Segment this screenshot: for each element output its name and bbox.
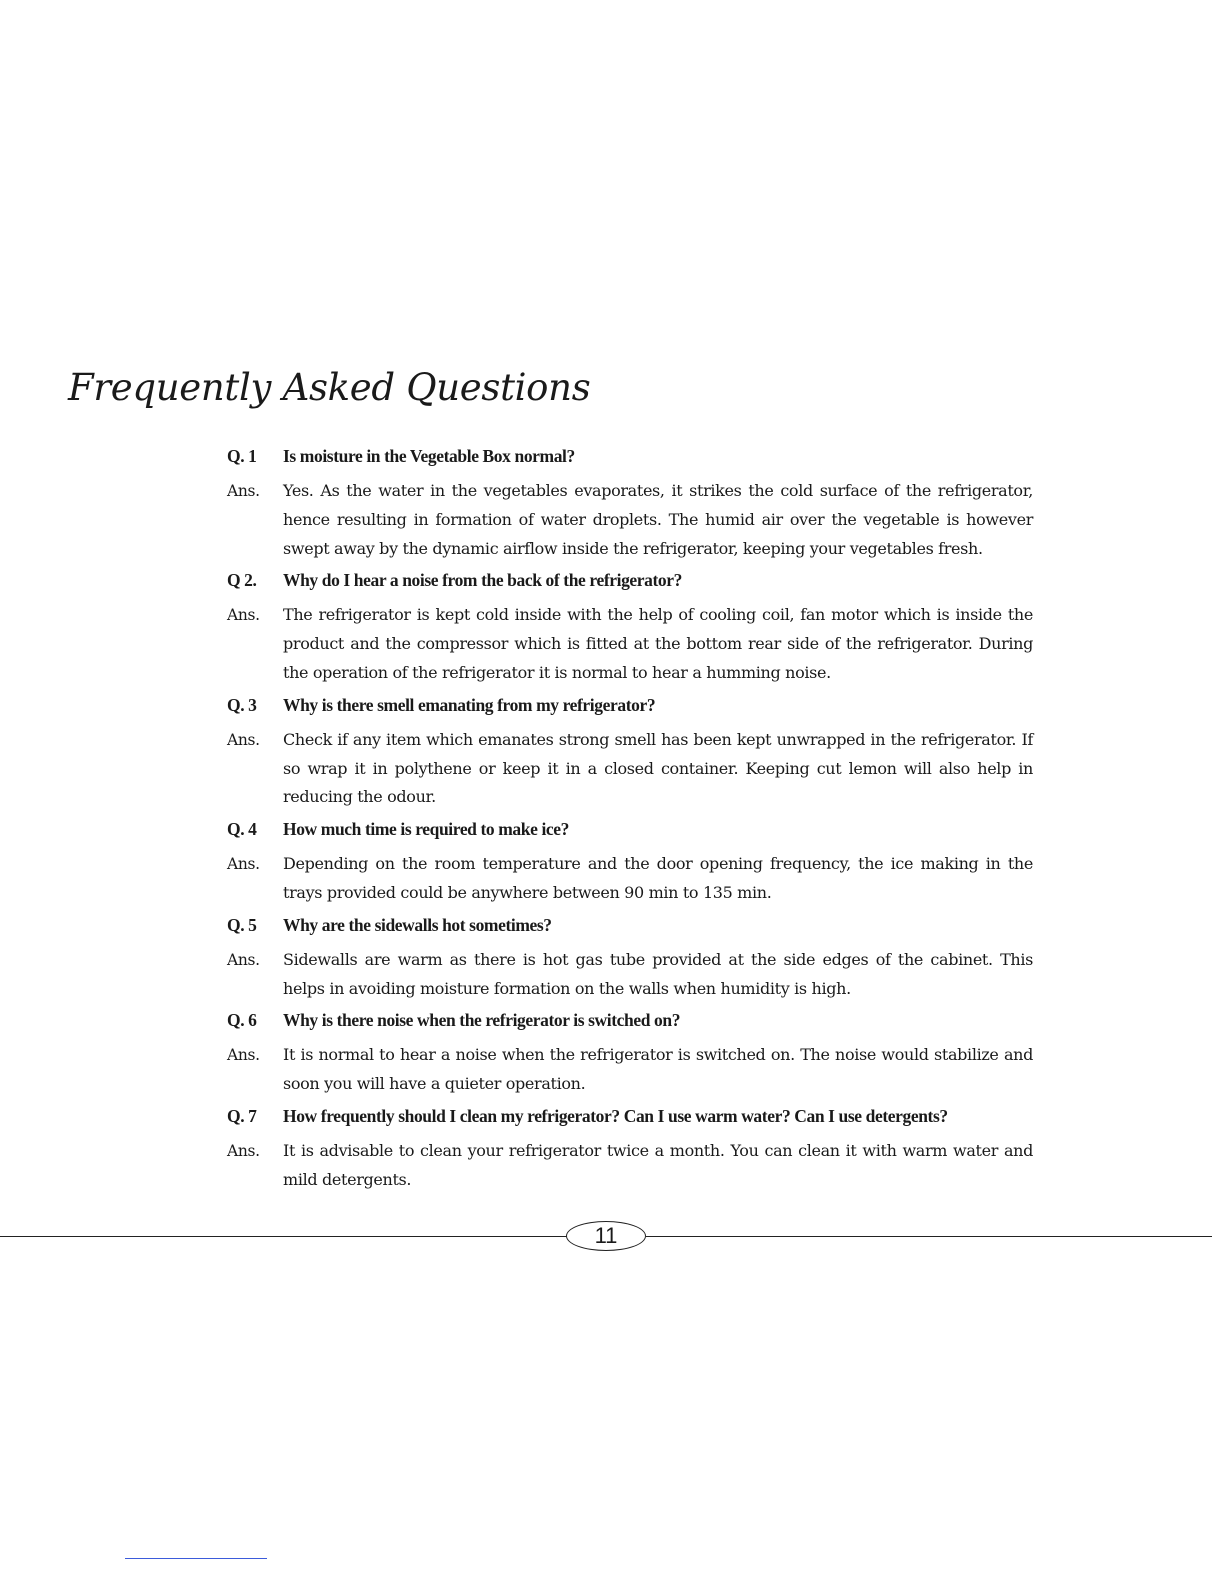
question-label: Q 2. bbox=[227, 570, 257, 591]
question-label: Q. 7 bbox=[227, 1105, 257, 1126]
answer-row bbox=[227, 477, 1033, 563]
question-text: Why is there noise when the refrigerator is switched on? bbox=[283, 1010, 681, 1031]
answer-text: Yes. As the water in the vegetables evaporates, it strikes the cold surface of the refrigerator, hence resulting in formation of water droplets. The humid air over the vegetable is however swept away by the dynamic airflow inside the refrigerator, keeping your vegetables fresh. bbox=[283, 481, 1033, 558]
question-label: Q. 6 bbox=[227, 1010, 257, 1031]
question-row bbox=[227, 1008, 1033, 1033]
answer-label: Ans. bbox=[227, 855, 260, 874]
question-label: Q. 1 bbox=[227, 446, 257, 466]
faq-item bbox=[227, 693, 1033, 812]
answer-label: Ans. bbox=[227, 730, 260, 749]
footer-rule-right bbox=[646, 1236, 1212, 1237]
question-row bbox=[227, 817, 1033, 842]
answer-row bbox=[227, 601, 1033, 687]
question-label: Q. 4 bbox=[227, 819, 257, 840]
answer-label: Ans. bbox=[227, 606, 260, 625]
answer-label: Ans. bbox=[227, 1141, 260, 1160]
question-row bbox=[227, 1104, 1033, 1129]
answer-text: Sidewalls are warm as there is hot gas tube provided at the side edges of the cabinet. This helps in avoiding moisture formation on the walls when humidity is high. bbox=[283, 949, 1033, 998]
answer-text: It is advisable to clean your refrigerator twice a month. You can clean it with warm water and mild detergents. bbox=[283, 1140, 1033, 1189]
answer-label: Ans. bbox=[227, 1046, 260, 1065]
question-text: Is moisture in the Vegetable Box normal? bbox=[283, 446, 575, 466]
answer-text: Depending on the room temperature and the door opening frequency, the ice making in the trays provided could be anywhere between 90 min to 135 min. bbox=[283, 854, 1033, 902]
footer-rule-left bbox=[0, 1236, 568, 1237]
question-text: How much time is required to make ice? bbox=[283, 819, 569, 840]
question-row bbox=[227, 444, 1033, 469]
page-number: 11 bbox=[566, 1221, 646, 1251]
question-row bbox=[227, 913, 1033, 938]
question-text: Why do I hear a noise from the back of the refrigerator? bbox=[283, 570, 683, 591]
question-row bbox=[227, 693, 1033, 718]
answer-text: It is normal to hear a noise when the refrigerator is switched on. The noise would stabilize and soon you will have a quieter operation. bbox=[283, 1045, 1033, 1094]
question-row bbox=[227, 568, 1033, 593]
faq-item bbox=[227, 1008, 1033, 1099]
faq-item bbox=[227, 913, 1033, 1004]
question-text: Why are the sidewalls hot sometimes? bbox=[283, 914, 552, 935]
bottom-divider bbox=[125, 1558, 267, 1559]
answer-label: Ans. bbox=[227, 482, 260, 500]
question-label: Q. 3 bbox=[227, 694, 257, 715]
faq-item bbox=[227, 568, 1033, 687]
answer-row bbox=[227, 726, 1033, 812]
faq-item bbox=[227, 1104, 1033, 1195]
answer-text: The refrigerator is kept cold inside with the help of cooling coil, fan motor which is inside the product and the compressor which is fitted at the bottom rear side of the refrigerator. During the operation of the refrigerator it is normal to hear a humming noise. bbox=[283, 605, 1033, 682]
question-text: How frequently should I clean my refrigerator? Can I use warm water? Can I use detergents? bbox=[283, 1105, 948, 1126]
answer-row bbox=[227, 850, 1033, 908]
faq-item bbox=[227, 817, 1033, 908]
answer-text: Check if any item which emanates strong smell has been kept unwrapped in the refrigerator. If so wrap it in polythene or keep it in a closed container. Keeping cut lemon will also help in reducing the odour. bbox=[283, 729, 1033, 807]
faq-list bbox=[227, 444, 1033, 1200]
faq-item bbox=[227, 444, 1033, 563]
question-label: Q. 5 bbox=[227, 914, 257, 935]
answer-row bbox=[227, 1041, 1033, 1099]
answer-row bbox=[227, 946, 1033, 1004]
answer-row bbox=[227, 1137, 1033, 1195]
answer-label: Ans. bbox=[227, 950, 260, 969]
question-text: Why is there smell emanating from my refrigerator? bbox=[283, 694, 656, 715]
page-title: Frequently Asked Questions bbox=[68, 366, 591, 409]
